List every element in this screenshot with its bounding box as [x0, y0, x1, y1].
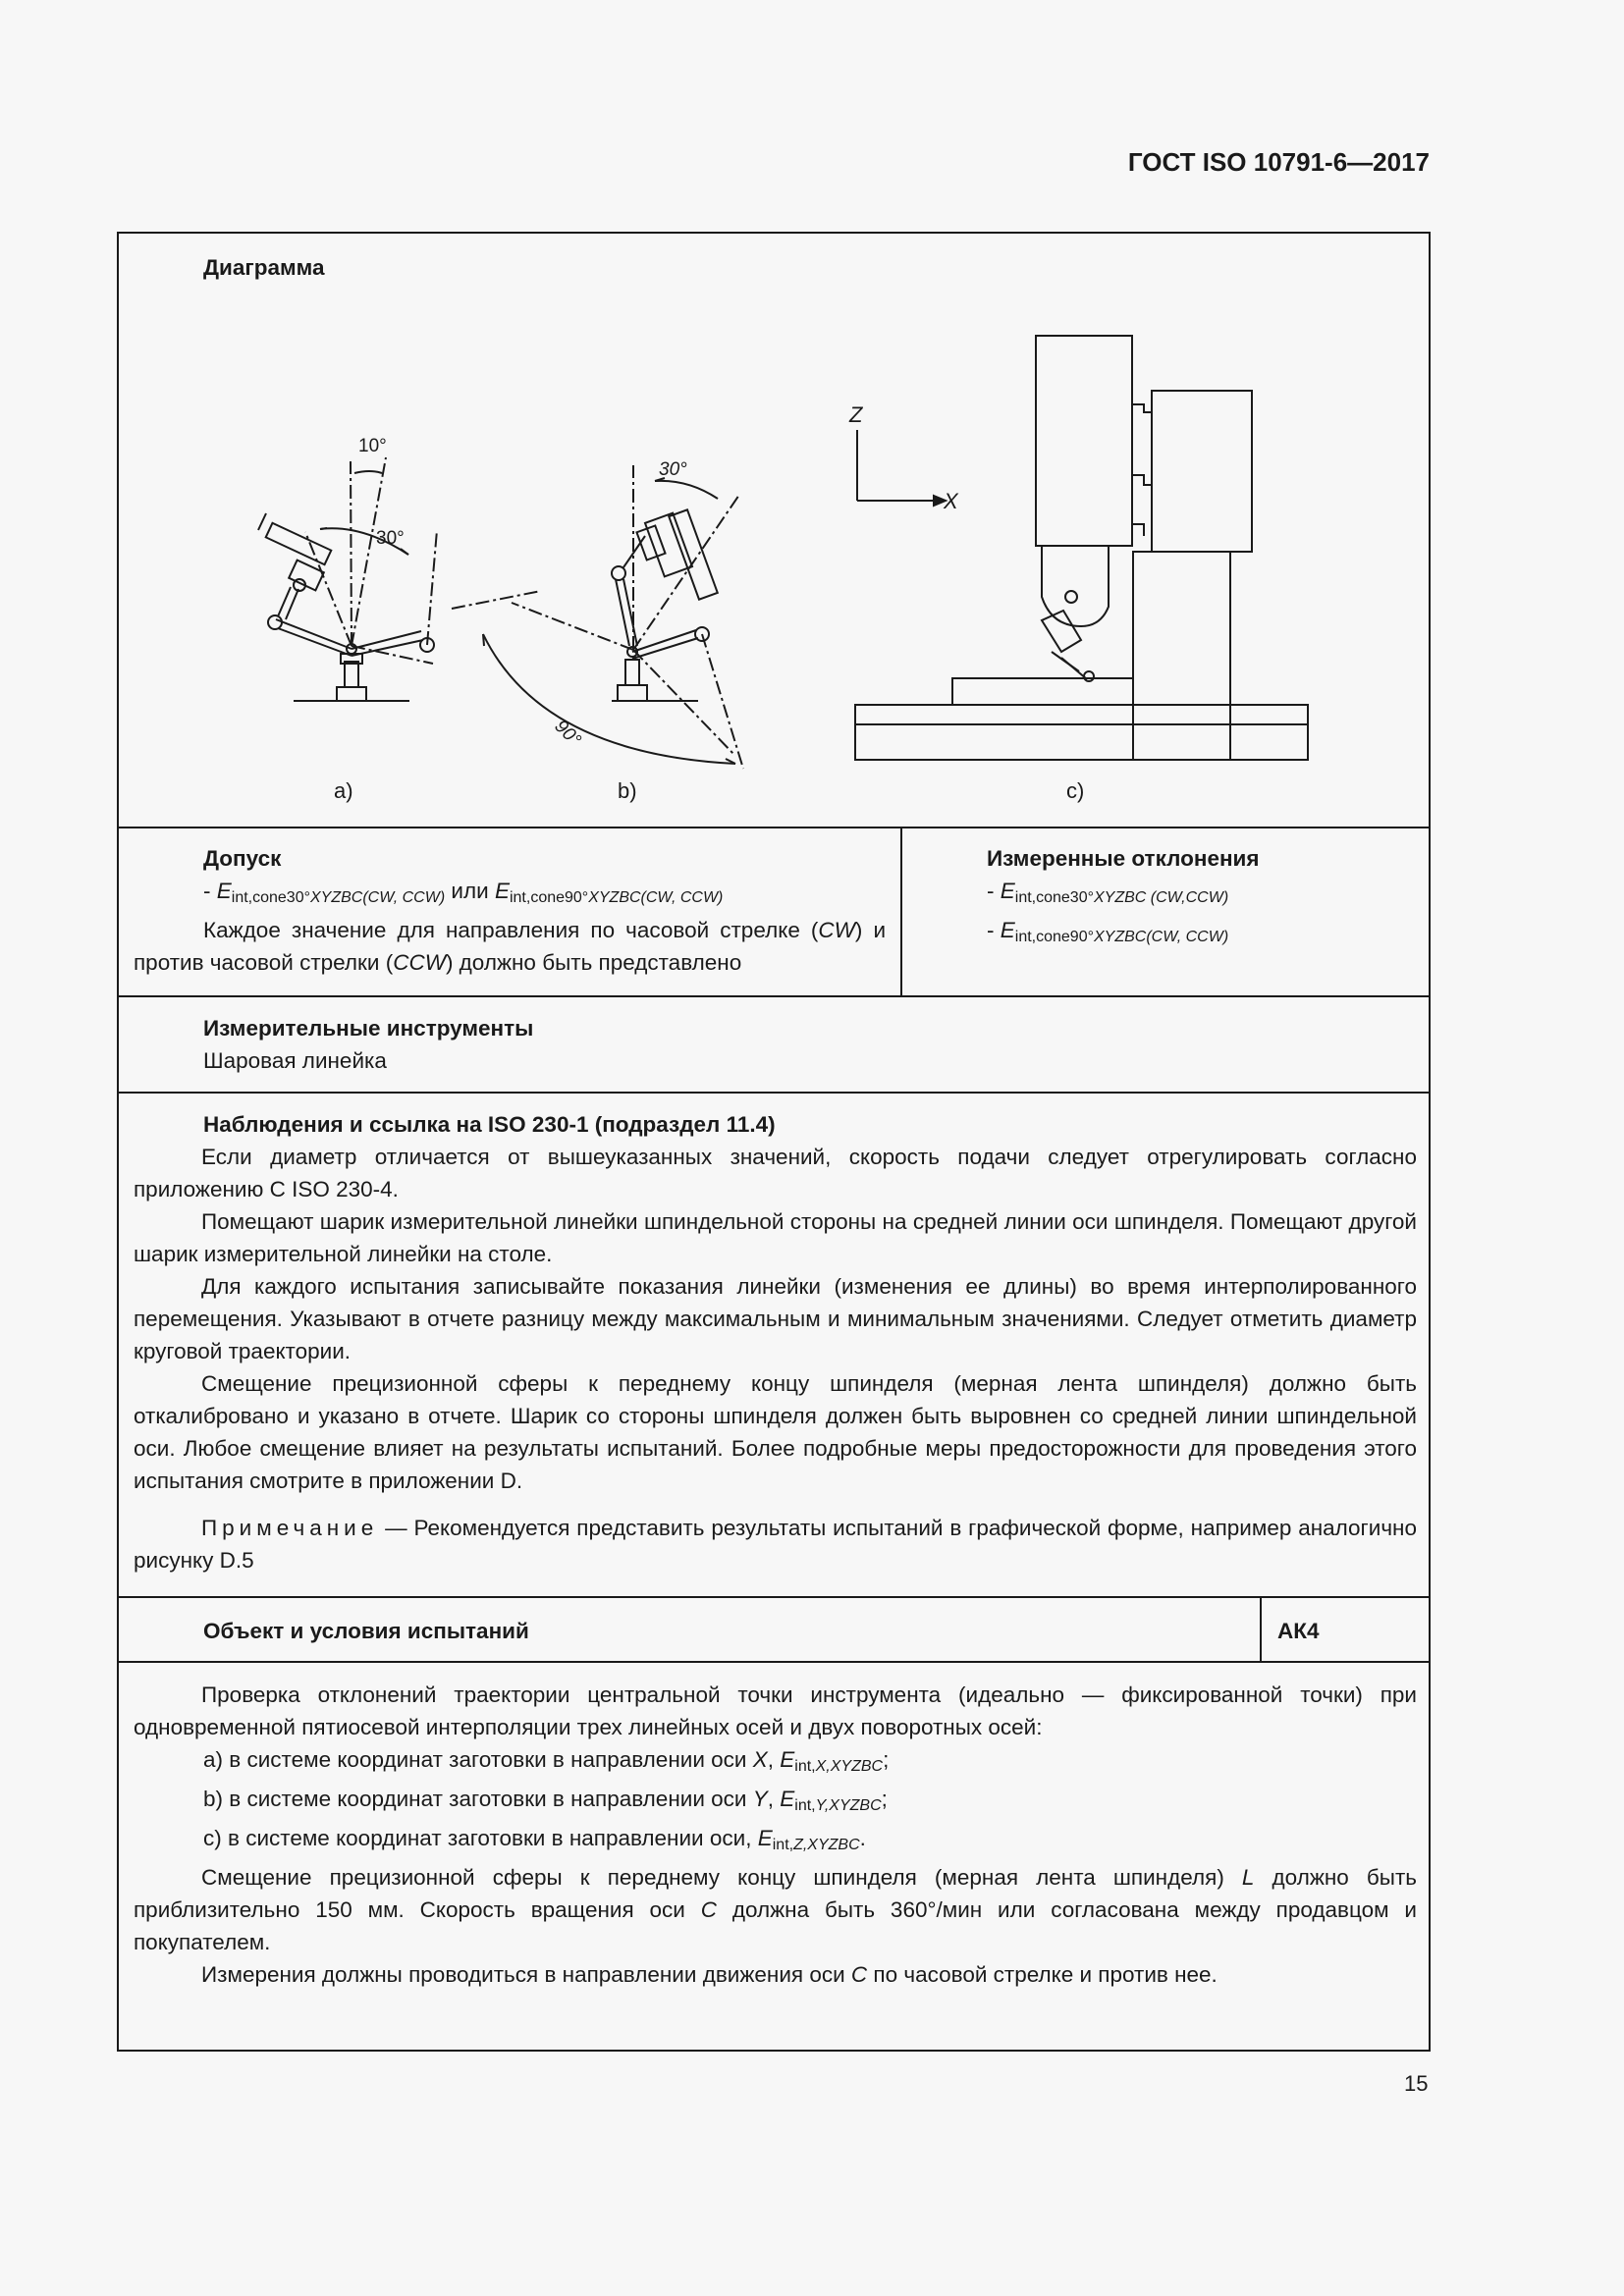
object-item-c: c) в системе координат заготовки в направлении оси, $E_{int,Z,XYZBC}$.	[203, 1826, 866, 1853]
measured-line-2: - $E_{int,cone90^\circ XYZBC(CW, CCW)}$	[987, 918, 1229, 945]
object-p1: Проверка отклонений траектории центральной точки инструмента (идеально — фиксированной точки) при одновременной пятиосевой интерполяции трех линейных осей и двух поворотных осей:	[134, 1682, 1417, 1739]
instruments-title: Измерительные инструменты	[203, 1016, 534, 1041]
diagram-figure	[119, 234, 1429, 823]
figure-b	[452, 465, 743, 769]
tolerance-cell	[134, 842, 886, 979]
measured-line-1: - $E_{int,cone30^\circ XYZBC (CW,CCW)}$	[987, 879, 1229, 906]
object-p2: Смещение прецизионной сферы к переднему концу шпинделя (мерная лента шпинделя) L должно быть приблизительно 150 мм. Скорость вращения оси C должна быть 360°/мин или согласована между продавцом и покупателем.	[134, 1865, 1418, 1954]
object-title: Объект и условия испытаний	[203, 1619, 529, 1643]
document-header: ГОСТ ISO 10791-6—2017	[1127, 147, 1430, 177]
instruments-value: Шаровая линейка	[203, 1048, 387, 1073]
observations-p2: Помещают шарик измерительной линейки шпиндельной стороны на средней линии оси шпинделя. Помещают другой шарик измерительной линейки на столе.	[134, 1209, 1417, 1266]
angle-a-10: 10°	[358, 436, 387, 456]
angle-b-30: 30°	[659, 459, 687, 480]
object-item-a: a) в системе координат заготовки в направлении оси X, $E_{int,X,XYZBC}$;	[203, 1747, 890, 1775]
observations-note: Примечание — Рекомендуется представить результаты испытаний в графической форме, например аналогично рисунку D.5	[134, 1516, 1417, 1573]
axis-z-label: Z	[849, 402, 863, 427]
figure-c-label: c)	[1066, 778, 1085, 803]
angle-a-30: 30°	[376, 528, 405, 549]
figure-b-label: b)	[618, 778, 637, 803]
measured-title: Измеренные отклонения	[987, 846, 1260, 871]
observations-section	[134, 1108, 1417, 1576]
tolerance-text: Каждое значение для направления по часовой стрелке (CW) и против часовой стрелки (CCW) должно быть представлено	[134, 918, 887, 975]
measured-cell	[987, 842, 1419, 953]
page-number: 15	[1404, 2071, 1429, 2096]
axis-x-label: X	[944, 489, 958, 513]
figure-c	[855, 336, 1308, 760]
object-section	[134, 1679, 1417, 1991]
object-code: АК4	[1277, 1619, 1320, 1643]
observations-title: Наблюдения и ссылка на ISO 230-1 (подраздел 11.4)	[203, 1112, 776, 1137]
observations-p1: Если диаметр отличается от вышеуказанных значений, скорость подачи следует отрегулировать согласно приложению С ISO 230-4.	[134, 1145, 1417, 1201]
figure-a-label: a)	[334, 778, 353, 803]
observations-p4: Смещение прецизионной сферы к переднему концу шпинделя (мерная лента шпинделя) должно быть откалибровано и указано в отчете. Шарик со стороны шпинделя должен быть выровнен со средней линии шпиндельной оси. Любое смещение влияет на результаты испытаний. Более подробные меры предосторожности для проведения этого испытания смотрите в приложении D.	[134, 1371, 1417, 1493]
angle-b-90: 90°	[550, 716, 585, 751]
tolerance-title: Допуск	[203, 846, 282, 871]
tolerance-formula: - $E_{int,cone30^\circ XYZBC(CW, CCW)}$ или $E_{int,cone90^\circ XYZBC(CW, CCW)}$	[203, 879, 724, 906]
test-table-frame	[117, 232, 1431, 2052]
figure-a	[258, 457, 437, 701]
diagram-title: Диаграмма	[203, 255, 325, 280]
observations-p3: Для каждого испытания записывайте показания линейки (изменения ее длины) во время интерполированного перемещения. Указывают в отчете разницу между максимальным и минимальным значениями. Следует отметить диаметр круговой траектории.	[134, 1274, 1417, 1363]
object-p3: Измерения должны проводиться в направлении движения оси C по часовой стрелке и против нее.	[201, 1962, 1218, 1987]
object-item-b: b) в системе координат заготовки в направлении оси Y, $E_{int,Y,XYZBC}$;	[203, 1787, 888, 1814]
